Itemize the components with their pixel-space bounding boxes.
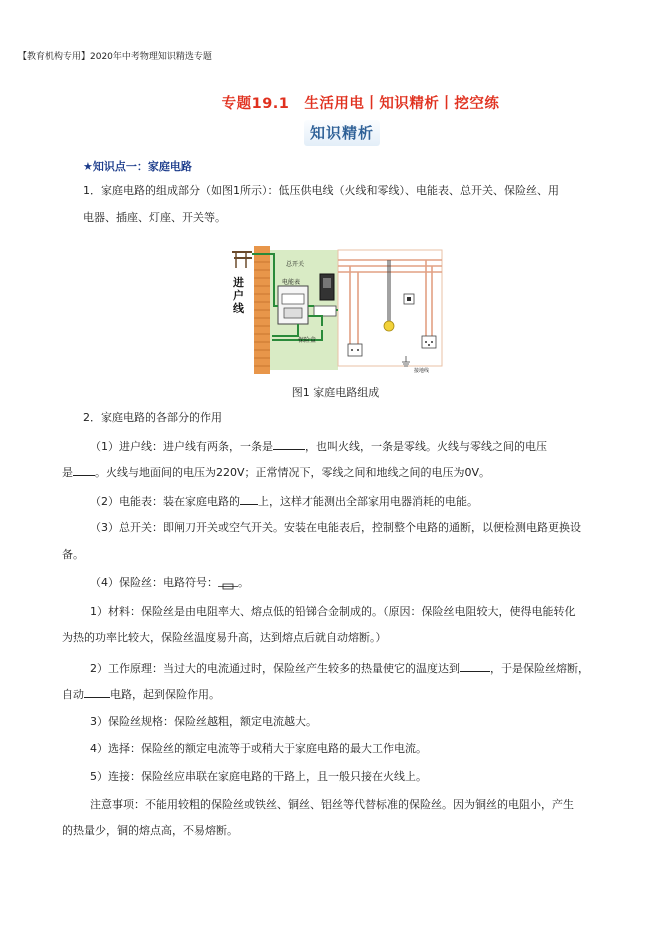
item4-text-a: （4）保险丝：电路符号： — [90, 576, 218, 589]
blank-1 — [273, 438, 305, 450]
sub2-text-a1: 2）工作原理：当过大的电流通过时，保险丝产生较多的热量使它的温度达到 — [90, 662, 460, 675]
circuit-diagram — [226, 246, 452, 374]
note-line2: 的热量少，铜的熔点高，不易熔断。 — [62, 824, 238, 837]
item1-text-b2: 。火线与地面间的电压为220V；正常情况下，零线之间和地线之间的电压为0V。 — [95, 466, 491, 479]
fuse-symbol-icon — [218, 580, 238, 587]
sub2-text-a2: ，于是保险丝熔断， — [490, 662, 589, 675]
para2-heading: 2．家庭电路的各部分的作用 — [83, 411, 222, 424]
sub2-line1 — [90, 660, 589, 676]
label-incoming: 进户线 — [233, 276, 244, 315]
sub5-line: 5）连接：保险丝应串联在家庭电路的干路上，且一般只接在火线上。 — [90, 770, 427, 783]
sub1-line2: 为热的功率比较大，保险丝温度易升高，达到熔点后就自动熔断。） — [62, 631, 387, 644]
sub3-line: 3）保险丝规格：保险丝越粗，额定电流越大。 — [90, 715, 317, 728]
figure-caption: 图1 家庭电路组成 — [291, 386, 380, 399]
item3-line1: （3）总开关：即闸刀开关或空气开关。安装在电能表后，控制整个电路的通断，以便检测电路更换设 — [90, 521, 581, 534]
household-circuit-figure — [226, 246, 452, 374]
sub2-line2 — [62, 686, 220, 702]
item4-text-b: 。 — [238, 576, 249, 589]
sub2-text-b1: 自动 — [62, 688, 84, 701]
page-header: 【教育机构专用】2020年中考物理知识精选专题 — [18, 52, 212, 62]
label-fuse-box: 保险盒 — [298, 337, 317, 344]
label-meter: 电能表 — [282, 279, 301, 286]
item1-line1 — [90, 438, 547, 454]
socket-left — [348, 344, 362, 356]
item3-line2: 备。 — [62, 548, 84, 561]
sub4-line: 4）选择：保险丝的额定电流等于或稍大于家庭电路的最大工作电流。 — [90, 742, 427, 755]
socket-right — [422, 336, 436, 348]
label-ground: 接地线 — [414, 368, 430, 374]
page-title: 专题19.1 生活用电丨知识精析丨挖空练 — [221, 96, 500, 112]
item1-text-a2: ，也叫火线，一条是零线。火线与零线之间的电压 — [305, 440, 547, 453]
item4-line — [90, 576, 249, 590]
lamp-icon — [384, 321, 394, 331]
sub2-text-b2: 电路，起到保险作用。 — [110, 688, 220, 701]
blank-3 — [240, 493, 258, 505]
item2-text-a1: （2）电能表：装在家庭电路的 — [90, 495, 240, 508]
item1-text-b1: 是 — [62, 466, 73, 479]
knowledge-point-heading — [83, 158, 192, 174]
note-line1: 注意事项：不能用较粗的保险丝或铁丝、铜丝、铝丝等代替标准的保险丝。因为铜丝的电阻小，产生 — [90, 798, 574, 811]
knowledge-point-label: 知识点一：家庭电路 — [92, 160, 192, 173]
item2-text-a2: 上，这样才能测出全部家用电器消耗的电能。 — [258, 495, 478, 508]
section-banner — [304, 120, 380, 146]
blank-2 — [73, 464, 95, 476]
para1-line2: 电器、插座、灯座、开关等。 — [83, 211, 226, 224]
section-label: 知识精析 — [304, 120, 380, 146]
item1-line2 — [62, 464, 490, 480]
blank-4 — [460, 660, 490, 672]
star-icon: ★ — [83, 160, 93, 173]
item2-line — [90, 493, 478, 509]
item1-text-a1: （1）进户线：进户线有两条，一条是 — [90, 440, 273, 453]
fuse-box — [314, 306, 336, 316]
para1-line1: 1．家庭电路的组成部分（如图1所示）：低压供电线（火线和零线）、电能表、总开关、保险丝、用 — [83, 184, 559, 197]
label-main-switch: 总开关 — [286, 261, 305, 268]
sub1-line1: 1）材料：保险丝是由电阻率大、熔点低的铅锑合金制成的。（原因：保险丝电阻较大，使得电能转化 — [90, 605, 576, 618]
blank-5 — [84, 686, 110, 698]
